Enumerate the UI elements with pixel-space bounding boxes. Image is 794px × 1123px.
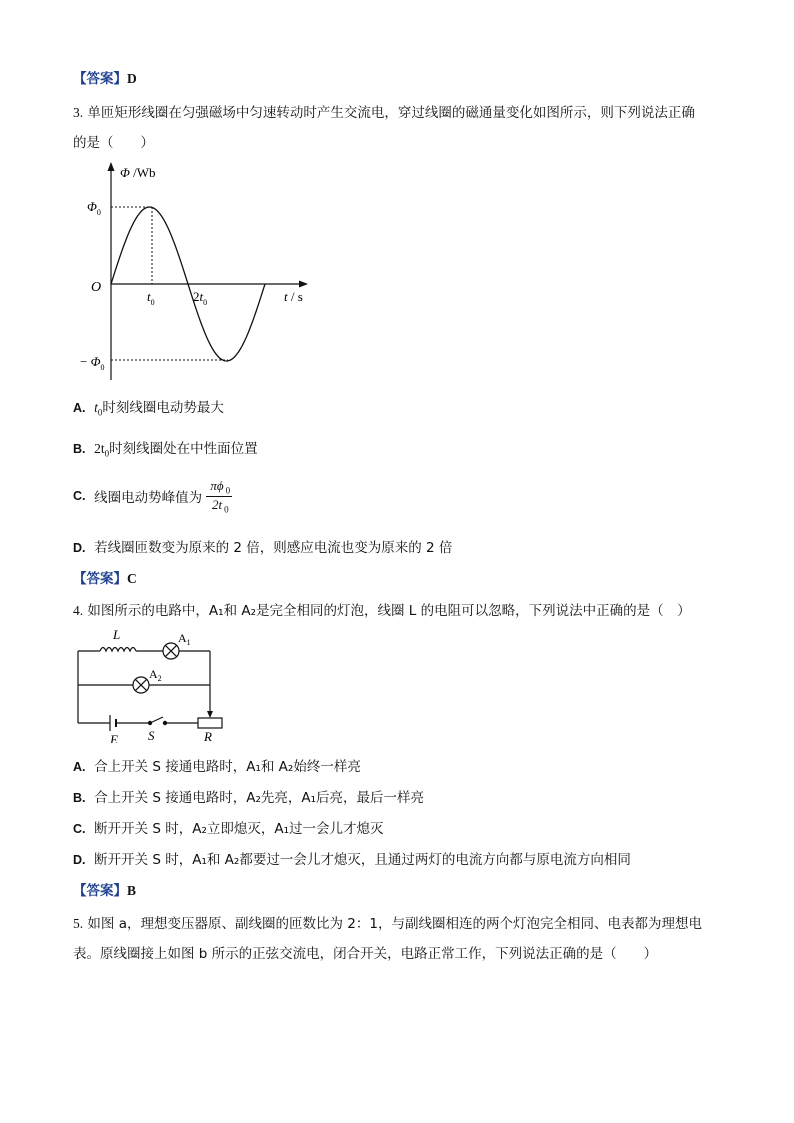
q4-number: 4. [73, 603, 84, 618]
q4-option-a [73, 755, 361, 775]
q4-option-c [73, 817, 384, 837]
q3-stem-text1: 单匝矩形线圈在匀强磁场中匀速转动时产生交流电，穿过线圈的磁通量变化如图所示，则下列说法正确 [87, 105, 695, 121]
label-a1: $A_1$ [178, 631, 191, 647]
answer-value: D [127, 71, 137, 86]
option-math: t [94, 400, 98, 415]
option-text: 合上开关 S 接通电路时，A₁和 A₂始终一样亮 [94, 759, 361, 775]
fraction-numerator: πϕ [210, 478, 224, 493]
option-letter: A. [73, 760, 86, 774]
rheostat-body [198, 718, 222, 728]
option-text: 线圈电动势峰值为 [94, 490, 203, 507]
switch-blade [150, 717, 163, 723]
answer-tag: 【答案】 [73, 71, 127, 87]
q4-option-d [73, 848, 631, 868]
answer-tag: 【答案】 [73, 571, 127, 587]
option-letter: B. [73, 791, 86, 805]
option-text: 若线圈匝数变为原来的 2 倍，则感应电流也变为原来的 2 倍 [94, 540, 453, 556]
label-r: R [204, 729, 212, 743]
origin-label: O [91, 280, 102, 295]
option-letter: C. [73, 822, 86, 836]
y-axis-arrow [108, 162, 115, 171]
fraction-numerator-sub: 0 [225, 485, 231, 496]
option-math-sub: 0 [104, 448, 110, 459]
q3-number: 3. [73, 105, 84, 120]
option-letter: A. [73, 401, 86, 415]
q4-option-b [73, 786, 424, 806]
answer-tag: 【答案】 [73, 883, 127, 899]
q3-option-a [73, 396, 224, 418]
fraction-denominator-sub: 0 [224, 504, 229, 515]
q5-stem-line2: 表。原线圈接上如图 b 所示的正弦交流电，闭合开关，电路正常工作，下列说法正确的是（ ） [73, 946, 658, 962]
q5-stem-line1 [73, 912, 702, 932]
q4-stem-text: 如图所示的电路中，A₁和 A₂是完全相同的灯泡，线圈 L 的电阻可以忽略，下列说法中正确的是（ ） [87, 603, 691, 619]
x-axis-arrow [299, 281, 308, 288]
option-text: 断开开关 S 时，A₁和 A₂都要过一会儿才熄灭，且通过两灯的电流方向都与原电流方向相同 [94, 852, 631, 868]
option-text: 断开开关 S 时，A₂立即熄灭，A₁过一会儿才熄灭 [94, 821, 384, 837]
x-axis-label: t / s [284, 289, 303, 304]
option-letter: D. [73, 853, 86, 867]
q3-option-b [73, 437, 258, 459]
q3-flux-graph [80, 160, 320, 385]
2t0-label: $2t_0$ [193, 289, 208, 307]
option-text: 时刻线圈处在中性面位置 [109, 441, 258, 457]
peak-emf-fraction [206, 478, 232, 514]
y-axis-label: Φ /Wb [120, 165, 156, 180]
answer-q2 [73, 67, 137, 87]
q5-stem-text1: 如图 a，理想变压器原、副线圈的匝数比为 2：1，与副线圈相连的两个灯泡完全相同、电表都为理想电 [87, 916, 702, 932]
option-letter: D. [73, 541, 86, 555]
q3-option-d [73, 536, 452, 556]
q3-stem-line2: 的是（ ） [73, 135, 154, 151]
answer-q3 [73, 567, 137, 587]
neg-phi0-label: − $\Phi_0$ [80, 354, 105, 372]
q5-number: 5. [73, 916, 84, 931]
label-a2: $A_2$ [149, 667, 162, 683]
option-letter: B. [73, 442, 86, 456]
label-l: L [113, 627, 121, 642]
label-s: S [148, 728, 155, 743]
inductor-coil [100, 648, 136, 652]
t0-label: $t_0$ [147, 289, 155, 307]
label-e: E [110, 732, 118, 743]
option-math-sub: 0 [97, 407, 103, 418]
q4-circuit-diagram [70, 625, 240, 743]
option-math: 2t [94, 441, 105, 456]
option-letter: C. [73, 489, 86, 504]
q4-stem [73, 599, 691, 619]
fraction-denominator: 2t [211, 496, 223, 512]
option-text: 合上开关 S 接通电路时，A₂先亮，A₁后亮，最后一样亮 [94, 790, 425, 806]
q3-option-c [73, 478, 232, 514]
option-text: 时刻线圈电动势最大 [102, 400, 224, 416]
rheostat-slider-arrow [207, 711, 213, 718]
answer-value: B [127, 883, 137, 898]
answer-value: C [127, 571, 137, 586]
q3-stem-line1 [73, 101, 695, 121]
answer-q4 [73, 879, 136, 899]
phi0-label: $\Phi_0$ [87, 199, 101, 217]
